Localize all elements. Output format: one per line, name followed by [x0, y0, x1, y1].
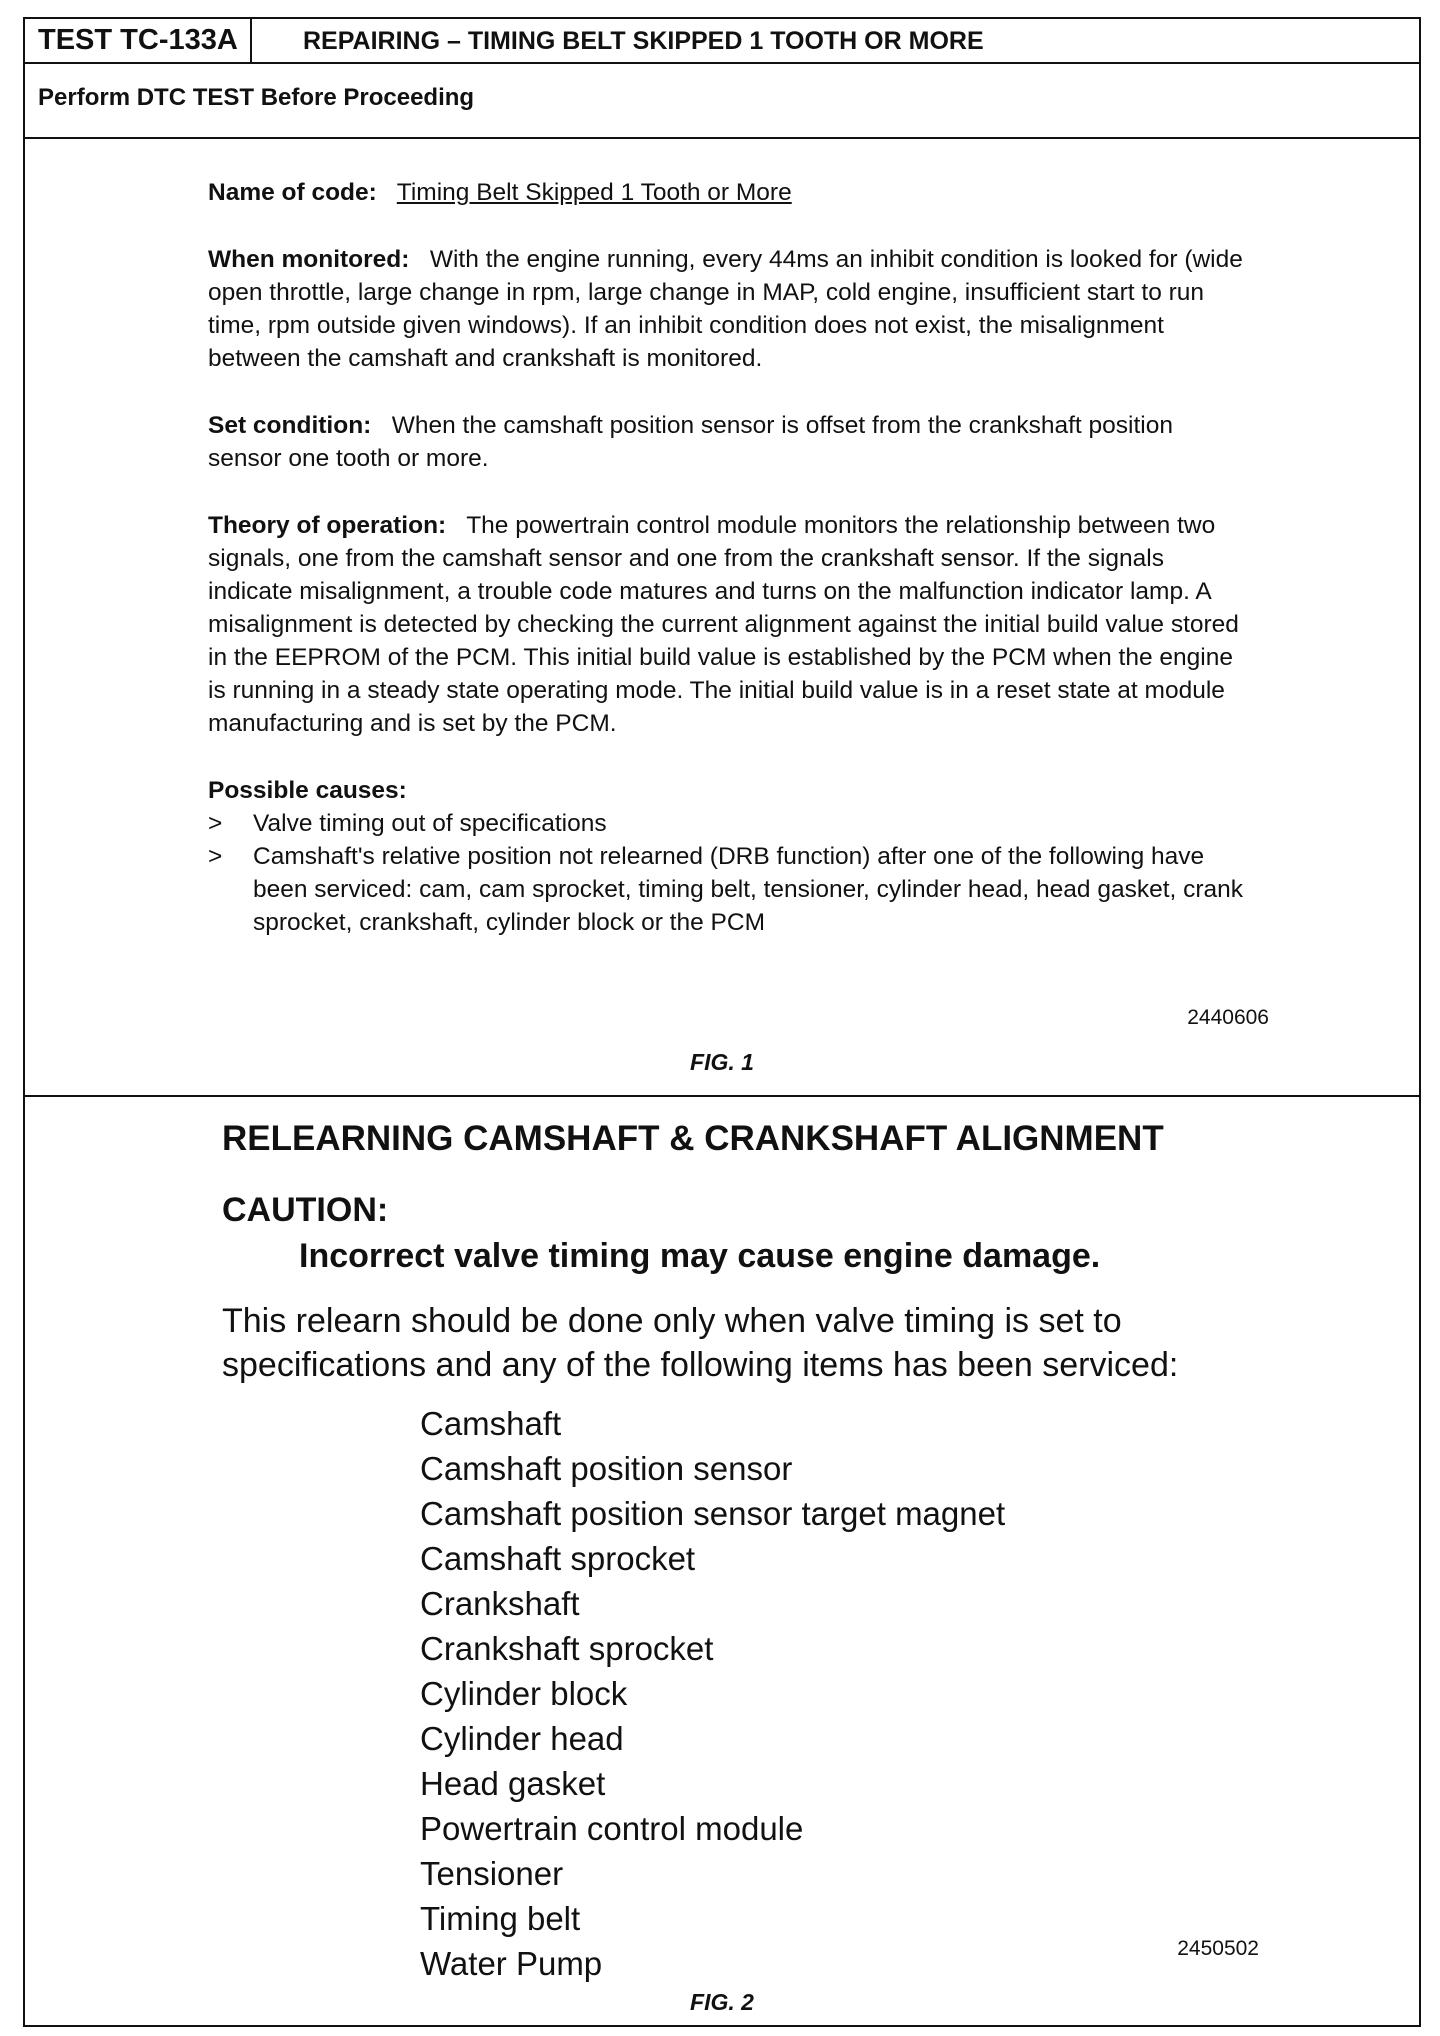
possible-causes-label: Possible causes: — [208, 777, 407, 804]
figure-2-ref-number: 2450502 — [1177, 1937, 1259, 1960]
figure-1-ref-number: 2440606 — [1187, 1006, 1269, 1029]
figure-1-panel — [25, 139, 1419, 1097]
list-item: Tensioner — [420, 1855, 564, 1892]
test-id-box: TEST TC-133A — [25, 19, 252, 62]
theory-text: The powertrain control module monitors the relationship between two signals, one from the camshaft sensor and one from the crankshaft sensor. If the signals indicate misalignment, a trouble code matures and turns on the malfunction indicator lamp. A misalignment is detected by checking the current alignment against the initial build value stored in the EEPROM of the PCM. This initial build value is established by the PCM when the engine is running in a steady state operating mode. The initial build value is in a reset state at module manufacturing and is set by the PCM. — [208, 512, 1239, 737]
subheader-row — [25, 64, 1419, 139]
list-item: Crankshaft — [420, 1585, 580, 1622]
name-of-code-value: Timing Belt Skipped 1 Tooth or More — [396, 179, 792, 206]
theory-paragraph — [208, 509, 1248, 740]
cause-item — [208, 807, 1248, 840]
test-title: REPAIRING – TIMING BELT SKIPPED 1 TOOTH OR MORE — [303, 27, 984, 55]
figure-1-caption: FIG. 1 — [690, 1049, 754, 1075]
when-monitored-label: When monitored: — [208, 246, 410, 273]
when-monitored-text: With the engine running, every 44ms an inhibit condition is looked for (wide open throttle, large change in rpm, large change in MAP, cold engine, insufficient start to run time, rpm outside given windows). If an inhibit condition does not exist, the misalignment between the camshaft and crankshaft is monitored. — [208, 246, 1243, 372]
list-item: Camshaft position sensor target magnet — [420, 1495, 1006, 1532]
when-monitored-paragraph — [208, 243, 1248, 375]
possible-causes-section — [208, 774, 1248, 939]
document-frame — [23, 17, 1421, 2027]
caution-label: CAUTION: — [222, 1191, 389, 1229]
list-item: Camshaft sprocket — [420, 1540, 696, 1577]
list-item: Cylinder block — [420, 1675, 628, 1712]
cause-item — [208, 840, 1248, 939]
serviced-items-list — [420, 1401, 1005, 1986]
figure-2-panel — [25, 1097, 1419, 2027]
figure-1-body — [208, 176, 1248, 939]
bullet-marker: > — [208, 810, 223, 837]
list-item: Powertrain control module — [420, 1810, 804, 1847]
bullet-marker: > — [208, 843, 223, 870]
relearn-intro: This relearn should be done only when valve timing is set to specifications and any of the following items has been serviced: — [222, 1302, 1179, 1384]
list-item: Camshaft — [420, 1405, 562, 1442]
set-condition-paragraph — [208, 409, 1248, 475]
list-item: Camshaft position sensor — [420, 1450, 793, 1487]
relearn-heading: RELEARNING CAMSHAFT & CRANKSHAFT ALIGNMENT — [222, 1119, 1164, 1158]
cause-item-text: Camshaft's relative position not relearned (DRB function) after one of the following have been serviced: cam, cam sprocket, timing belt, tensioner, cylinder head, head gasket, crank sprocket, crankshaft, cylinder block or the PCM — [253, 843, 1244, 936]
list-item: Head gasket — [420, 1765, 606, 1802]
cause-item-text: Valve timing out of specifications — [253, 810, 607, 837]
name-of-code-paragraph — [208, 176, 1248, 209]
set-condition-text: When the camshaft position sensor is offset from the crankshaft position sensor one tooth or more. — [208, 412, 1173, 472]
name-of-code-label: Name of code: — [208, 179, 377, 206]
theory-label: Theory of operation: — [208, 512, 447, 539]
list-item: Timing belt — [420, 1900, 581, 1937]
subheader-text: Perform DTC TEST Before Proceeding — [38, 84, 475, 111]
header-row — [25, 19, 1419, 64]
caution-text: Incorrect valve timing may cause engine damage. — [299, 1237, 1101, 1275]
figure-2-caption: FIG. 2 — [690, 1989, 754, 2015]
list-item: Water Pump — [420, 1945, 603, 1982]
set-condition-label: Set condition: — [208, 412, 372, 439]
list-item: Cylinder head — [420, 1720, 624, 1757]
list-item: Crankshaft sprocket — [420, 1630, 714, 1667]
